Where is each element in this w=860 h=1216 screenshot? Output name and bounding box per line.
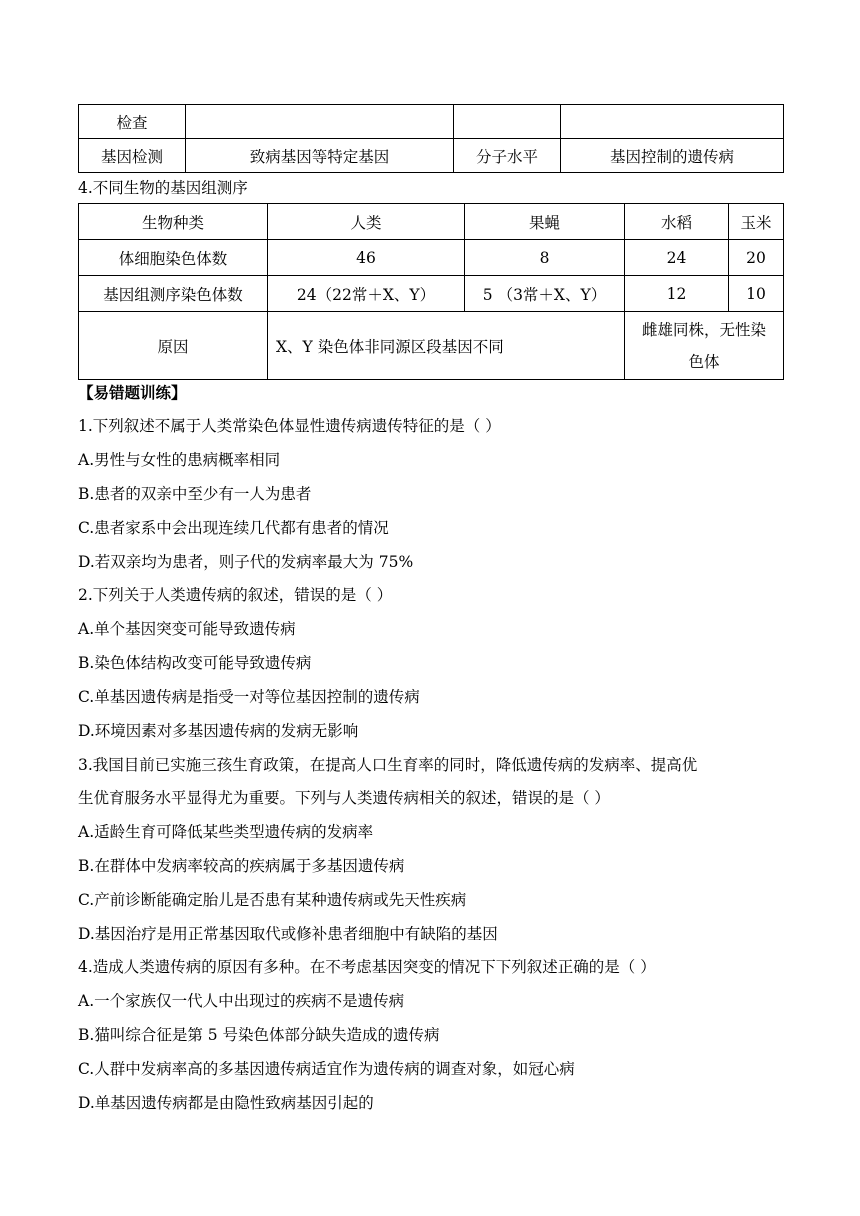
option: A.一个家族仅一代人中出现过的疾病不是遗传病 (78, 992, 405, 1010)
question-stem: 1.下列叙述不属于人类常染色体显性遗传病遗传特征的是（ ） (78, 417, 501, 435)
table-row (79, 105, 784, 139)
option: B.猫叫综合征是第 5 号染色体部分缺失造成的遗传病 (78, 1026, 440, 1044)
question-stem: 4.造成人类遗传病的原因有多种。在不考虑基因突变的情况下下列叙述正确的是（ ） (78, 958, 656, 976)
table-header-cell: 果蝇 (465, 204, 625, 240)
genome-sequencing-table (78, 203, 784, 380)
section-title: 4.不同生物的基因组测序 (78, 179, 248, 197)
table-row (79, 312, 784, 380)
table-row (79, 139, 784, 173)
table-cell: 基因检测 (79, 139, 186, 173)
question-stem-continued: 生优育服务水平显得尤为重要。下列与人类遗传病相关的叙述，错误的是（ ） (78, 789, 610, 807)
option: C.单基因遗传病是指受一对等位基因控制的遗传病 (78, 688, 420, 706)
option: B.患者的双亲中至少有一人为患者 (78, 485, 312, 503)
table-cell: X、Y 染色体非同源区段基因不同 (268, 312, 625, 380)
table-cell (186, 105, 454, 139)
table-cell: 检查 (79, 105, 186, 139)
option: C.患者家系中会出现连续几代都有患者的情况 (78, 519, 389, 537)
table-row (79, 204, 784, 240)
option: B.在群体中发病率较高的疾病属于多基因遗传病 (78, 857, 405, 875)
option: A.男性与女性的患病概率相同 (78, 451, 281, 469)
option: D.单基因遗传病都是由隐性致病基因引起的 (78, 1094, 374, 1112)
question-stem: 3.我国目前已实施三孩生育政策，在提高人口生育率的同时，降低遗传病的发病率、提高优 (78, 756, 698, 774)
table-cell (561, 105, 784, 139)
table-cell: 基因控制的遗传病 (561, 139, 784, 173)
table-cell: 体细胞染色体数 (79, 240, 268, 276)
table-header-cell: 玉米 (729, 204, 784, 240)
table-header-cell: 水稻 (625, 204, 729, 240)
option: D.环境因素对多基因遗传病的发病无影响 (78, 722, 359, 740)
table-cell: 原因 (79, 312, 268, 380)
section-heading: 【易错题训练】 (78, 383, 187, 402)
table-cell: 24 (625, 240, 729, 276)
option: C.人群中发病率高的多基因遗传病适宜作为遗传病的调查对象，如冠心病 (78, 1060, 575, 1078)
table-cell: 基因组测序染色体数 (79, 276, 268, 312)
table-row (79, 276, 784, 312)
option: A.适龄生育可降低某些类型遗传病的发病率 (78, 823, 374, 841)
table-cell: 5 （3常＋X、Y） (465, 276, 625, 312)
table-cell (454, 105, 561, 139)
table-cell: 20 (729, 240, 784, 276)
table-cell: 8 (465, 240, 625, 276)
option: A.单个基因突变可能导致遗传病 (78, 620, 296, 638)
option: D.基因治疗是用正常基因取代或修补患者细胞中有缺陷的基因 (78, 925, 498, 943)
detection-table (78, 104, 784, 173)
option: C.产前诊断能确定胎儿是否患有某种遗传病或先天性疾病 (78, 891, 467, 909)
table-cell: 致病基因等特定基因 (186, 139, 454, 173)
option: B.染色体结构改变可能导致遗传病 (78, 654, 312, 672)
table-cell: 10 (729, 276, 784, 312)
question-stem: 2.下列关于人类遗传病的叙述，错误的是（ ） (78, 586, 393, 604)
table-cell: 46 (268, 240, 465, 276)
option: D.若双亲均为患者，则子代的发病率最大为 75% (78, 553, 414, 571)
table-header-cell: 生物种类 (79, 204, 268, 240)
table-row (79, 240, 784, 276)
table-cell: 雌雄同株，无性染色体 (625, 312, 784, 380)
table-cell: 24（22常＋X、Y） (268, 276, 465, 312)
table-cell: 分子水平 (454, 139, 561, 173)
table-header-cell: 人类 (268, 204, 465, 240)
table-cell: 12 (625, 276, 729, 312)
